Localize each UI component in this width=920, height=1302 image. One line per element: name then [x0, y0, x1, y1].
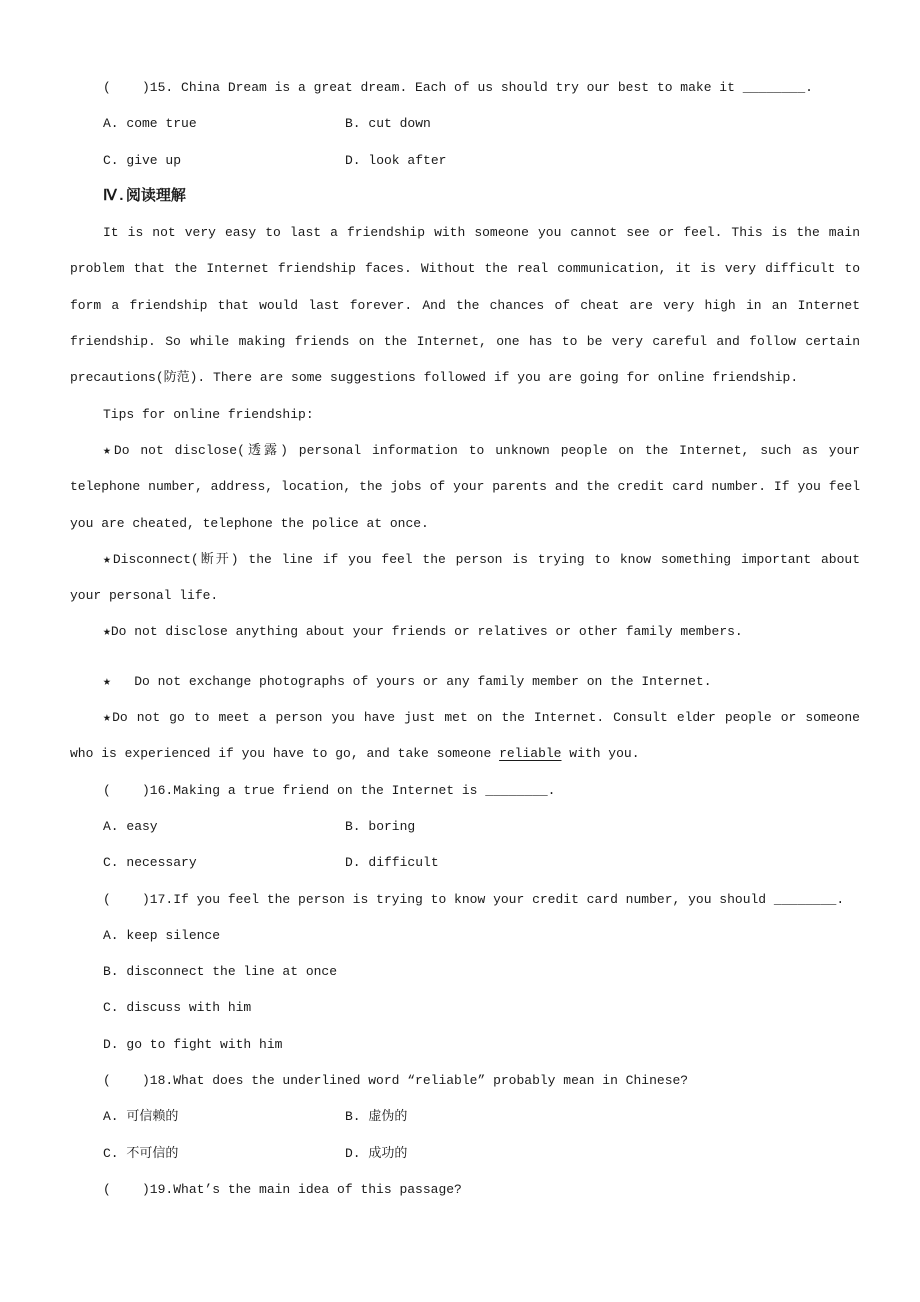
- question-16-options-row-2: [70, 845, 860, 881]
- underlined-word-reliable: reliable: [499, 746, 562, 762]
- passage-tip2-line1: ★Disconnect(断开) the line if you feel the person is trying to know something important about: [103, 551, 860, 567]
- passage-tip5-line1: ★Do not go to meet a person you have just met on the Internet. Consult elder people or someone: [103, 710, 860, 726]
- passage-tip4: ★ Do not exchange photographs of yours or any family member on the Internet.: [103, 673, 712, 689]
- question-16-option-c: C. necessary: [103, 855, 197, 871]
- section-4-header: Ⅳ.阅读理解: [103, 187, 186, 205]
- passage-paragraph1-line2: problem that the Internet friendship faces. Without the real communication, it is very difficult to: [70, 261, 860, 277]
- question-15-option-d: D. look after: [345, 152, 447, 168]
- question-16-option-a: A. easy: [103, 818, 158, 834]
- question-16-options-row-1: [70, 809, 860, 845]
- question-18-option-c: C. 不可信的: [103, 1145, 179, 1161]
- passage-paragraph1-line4: friendship. So while making friends on the Internet, one has to be very careful and follow certain: [70, 334, 860, 350]
- passage-tip3: ★Do not disclose anything about your friends or relatives or other family members.: [103, 624, 743, 640]
- passage-tip5-line2-after: with you.: [561, 746, 640, 762]
- question-18-stem: ( )18.What does the underlined word “reliable” probably mean in Chinese?: [103, 1073, 689, 1089]
- passage-tip5-line2: [70, 736, 860, 772]
- question-17-stem: ( )17.If you feel the person is trying to know your credit card number, you should ________.: [103, 891, 845, 907]
- question-19-stem: ( )19.What’s the main idea of this passage?: [103, 1181, 462, 1197]
- passage-paragraph1-line3: form a friendship that would last forever. And the chances of cheat are very high in an Internet: [70, 297, 860, 313]
- question-17-option-c: C. discuss with him: [103, 1000, 252, 1016]
- passage-tip2-line2: your personal life.: [70, 588, 219, 604]
- passage-tip1-line1: ★Do not disclose(透露) personal information to unknown people on the Internet, such as your: [103, 442, 860, 458]
- passage-paragraph1-line1: It is not very easy to last a friendship with someone you cannot see or feel. This is the main: [103, 225, 860, 241]
- question-16-option-d: D. difficult: [345, 855, 439, 871]
- passage-paragraph1-line5: precautions(防范). There are some suggestions followed if you are going for online friendship.: [70, 370, 799, 386]
- question-16-option-b: B. boring: [345, 818, 416, 834]
- question-15-options-row-2: [70, 143, 860, 179]
- question-18-option-b: B. 虚伪的: [345, 1109, 408, 1125]
- question-15-option-c: C. give up: [103, 152, 182, 168]
- question-17-option-b: B. disconnect the line at once: [103, 964, 338, 980]
- passage-tips-title: Tips for online friendship:: [103, 406, 314, 422]
- question-15-option-a: A. come true: [103, 116, 197, 132]
- question-15-option-b: B. cut down: [345, 116, 431, 132]
- question-17-option-a: A. keep silence: [103, 927, 221, 943]
- passage-tip1-line3: you are cheated, telephone the police at once.: [70, 515, 429, 531]
- question-18-options-row-1: [70, 1099, 860, 1135]
- passage-tip5-line2-before: who is experienced if you have to go, and take someone: [70, 746, 500, 762]
- question-18-option-a: A. 可信赖的: [103, 1109, 179, 1125]
- question-16-stem: ( )16.Making a true friend on the Internet is ________.: [103, 782, 556, 798]
- question-15-stem: ( )15. China Dream is a great dream. Each of us should try our best to make it ________.: [103, 80, 813, 95]
- question-17-option-d: D. go to fight with him: [103, 1036, 283, 1052]
- question-18-options-row-2: [70, 1136, 860, 1172]
- passage-tip1-line2: telephone number, address, location, the jobs of your parents and the credit card number. If you feel: [70, 479, 860, 495]
- question-15-options-row-1: [70, 106, 860, 142]
- question-18-option-d: D. 成功的: [345, 1145, 408, 1161]
